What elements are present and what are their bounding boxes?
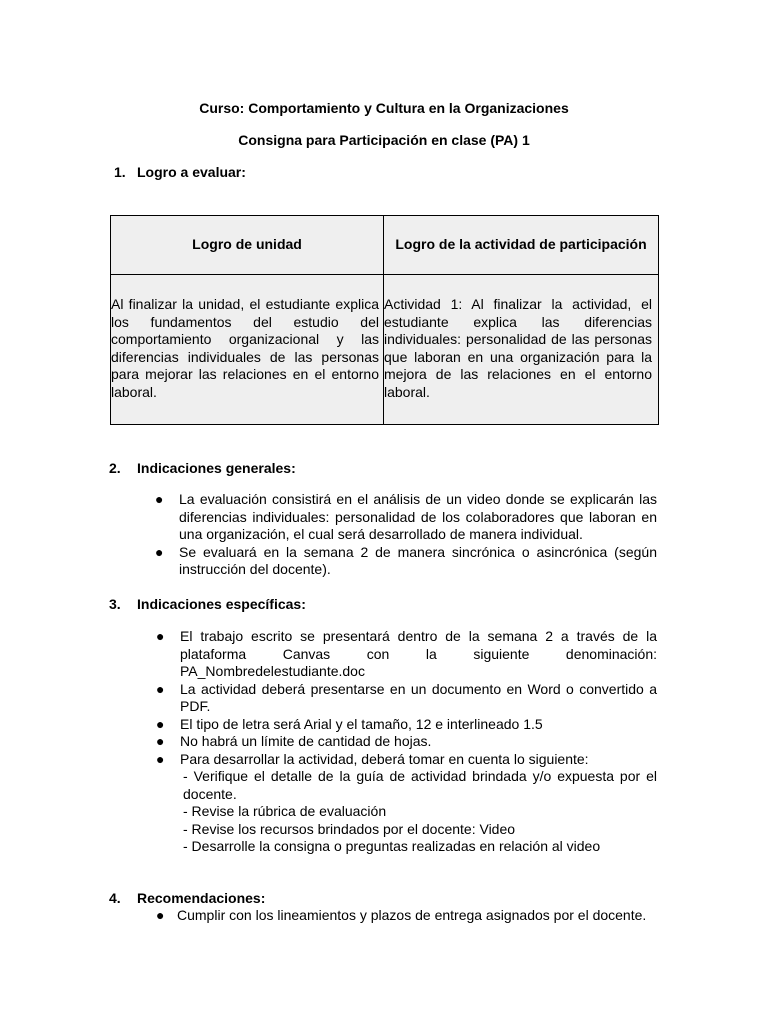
bullet-icon: ● xyxy=(156,715,165,732)
section-3-number: 3. xyxy=(109,596,121,612)
bullet-icon: ● xyxy=(155,543,164,560)
list-item: ● El trabajo escrito se presentará dentro de la semana 2 a través de la plataforma Canvas con la siguiente denominación: PA_Nombredelestudiante.doc xyxy=(156,628,657,679)
assignment-title: Consigna para Participación en clase (PA) 1 xyxy=(238,132,530,148)
table-cell-logro-actividad: Actividad 1: Al finalizar la actividad, el estudiante explica las diferencias individuales: personalidad de las personas que laboran en una organización para la mejora de las relaciones en el entorno laboral. xyxy=(384,275,659,425)
table-cell-logro-unidad: Al finalizar la unidad, el estudiante explica los fundamentos del estudio del comportamiento organizacional y las diferencias individuales de las personas para mejorar las relaciones en el entorno laboral. xyxy=(111,275,384,425)
list-item: ● No habrá un límite de cantidad de hojas. xyxy=(156,733,432,749)
bullet-icon: ● xyxy=(156,628,165,644)
recommendations-list xyxy=(156,907,667,925)
logros-table xyxy=(110,215,659,425)
bullet-icon: ● xyxy=(156,733,165,749)
table-row xyxy=(111,275,659,425)
specific-instructions-list xyxy=(156,628,657,856)
section-2-heading xyxy=(109,459,296,477)
bullet-icon: ● xyxy=(156,907,165,923)
section-2-number: 2. xyxy=(109,460,121,476)
section-1-title: Logro a evaluar: xyxy=(137,164,246,180)
section-4-heading xyxy=(109,889,265,907)
section-1-heading xyxy=(114,163,246,181)
list-item: ● Para desarrollar la actividad, deberá tomar en cuenta lo siguiente: - Verifique el detalle de la guía de actividad brindada y/o expuesta por el docente. - Revise la rúbrica de evaluación - Revise los recursos brindados por el docente: Video - Desarrolle la consigna o preguntas realizadas en relación al video xyxy=(156,750,657,854)
general-instructions-list xyxy=(155,491,657,579)
bullet-icon: ● xyxy=(156,750,165,767)
sub-item: - Desarrolle la consigna o preguntas realizadas en relación al video xyxy=(183,838,601,854)
sub-item: - Revise la rúbrica de evaluación xyxy=(183,803,387,819)
list-item: ● El tipo de letra será Arial y el tamaño, 12 e interlineado 1.5 xyxy=(156,715,543,732)
course-title: Curso: Comportamiento y Cultura en la Organizaciones xyxy=(199,100,569,116)
list-item: ● La actividad deberá presentarse en un documento en Word o convertido a PDF. xyxy=(156,680,657,714)
bullet-icon: ● xyxy=(156,680,165,697)
section-4-number: 4. xyxy=(109,890,121,906)
section-1-number: 1. xyxy=(114,164,126,180)
bullet-icon: ● xyxy=(155,491,164,507)
section-4-title: Recomendaciones: xyxy=(137,890,266,906)
sub-item: - Revise los recursos brindados por el docente: Video xyxy=(183,820,516,837)
list-item: ● Se evaluará en la semana 2 de manera sincrónica o asincrónica (según instrucción del docente). xyxy=(155,543,657,577)
table-header-row xyxy=(111,216,659,275)
table-header-logro-unidad: Logro de unidad xyxy=(111,216,384,275)
table-header-logro-actividad: Logro de la actividad de participación xyxy=(384,216,659,275)
list-item: ● La evaluación consistirá en el análisis de un video donde se explicarán las diferencias individuales: personalidad de los colaboradores que laboran en una organización, el cual será desarrollado de manera individual. xyxy=(155,491,657,542)
section-3-heading xyxy=(109,595,306,613)
list-item: ● Cumplir con los lineamientos y plazos de entrega asignados por el docente. xyxy=(156,907,647,923)
section-2-title: Indicaciones generales: xyxy=(137,460,296,476)
sub-item: - Verifique el detalle de la guía de actividad brindada y/o expuesta por el docente. xyxy=(183,768,657,802)
section-3-title: Indicaciones específicas: xyxy=(137,596,306,612)
